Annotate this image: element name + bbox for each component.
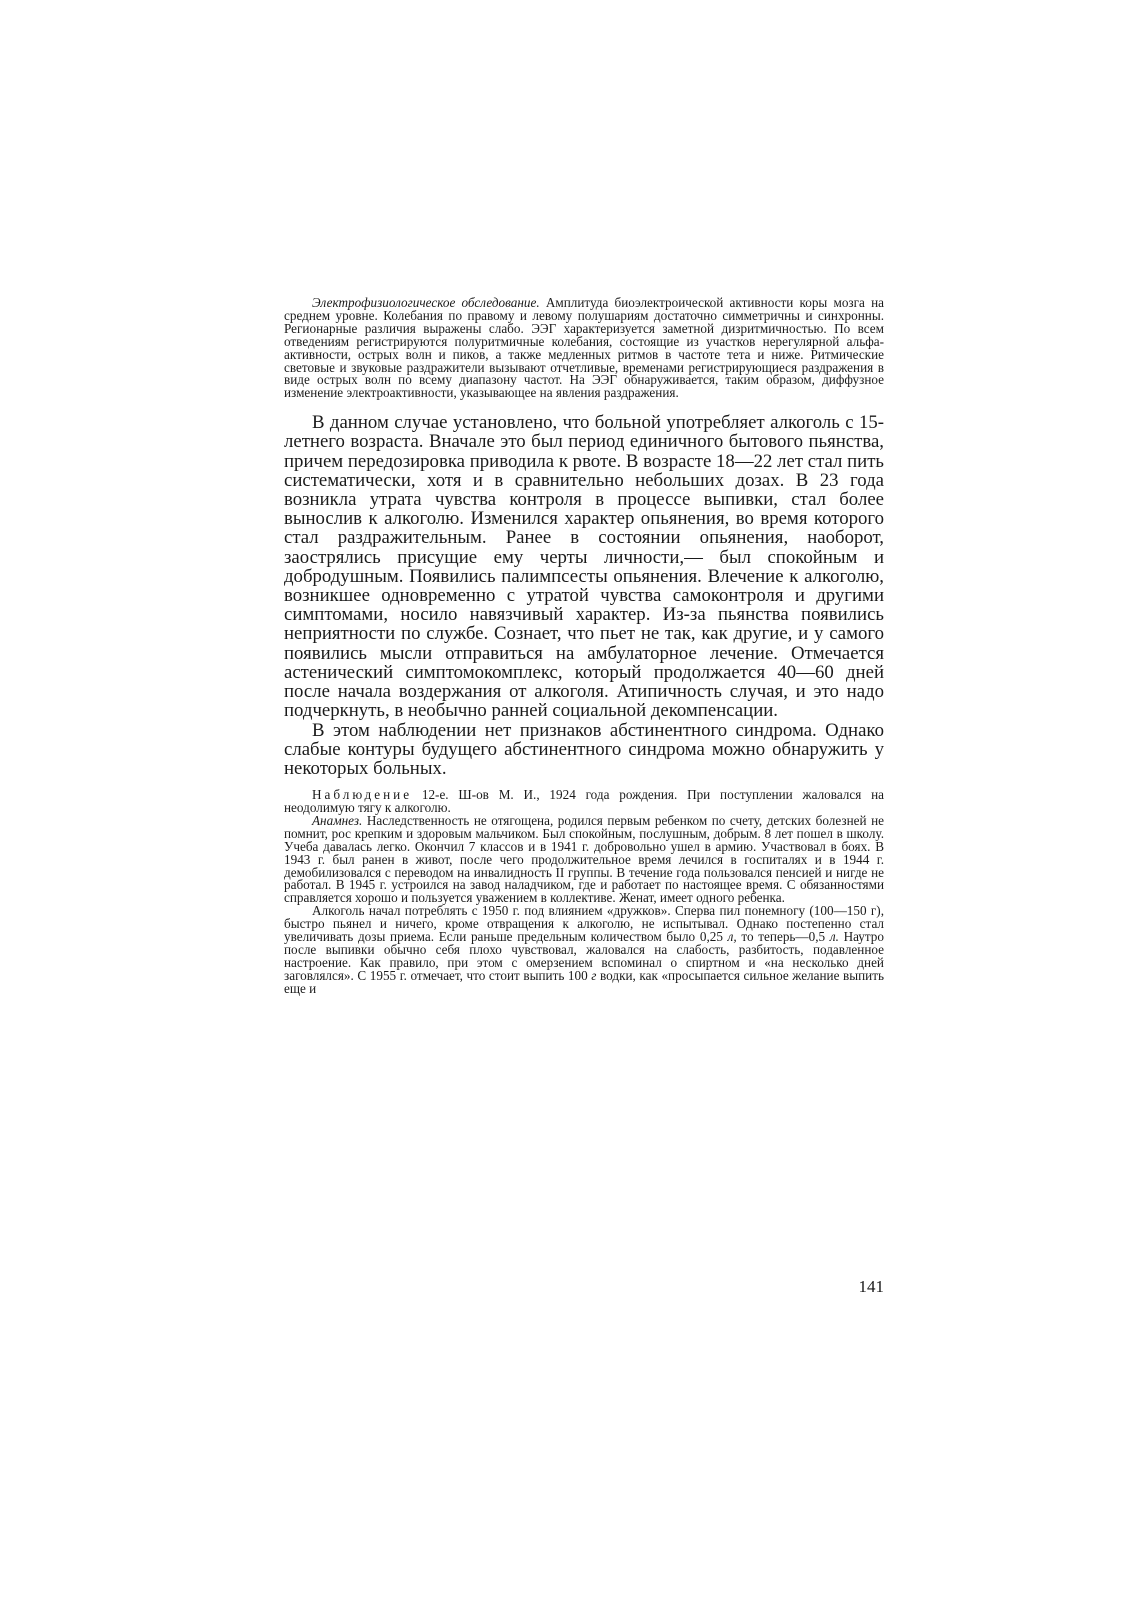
alcohol-text-d: водки, как «просыпается сильное желание выпить еще и (284, 967, 885, 996)
alcohol-paragraph (284, 905, 884, 995)
anamnesis-heading: Анамнез. (312, 812, 363, 828)
case-label: Наблюдение (312, 787, 413, 803)
main-paragraph-1: В данном случае установлено, что больной употребляет алкоголь с 15-летнего возраста. Вначале это был период единичного бытового пьянства, причем передозировка приводила к рвоте. В возрасте 18—22 лет стал пить систематически, хотя и в сравнительно небольших дозах. В 23 года возникла утрата чувства контроля в процессе выпивки, стал более вынослив к алкоголю. Изменился характер опьянения, во время которого стал раздражительным. Ранее в состоянии опьянения, наоборот, заострялись присущие ему черты личности,— был спокойным и добродушным. Появились палимпсесты опьянения. Влечение к алкоголю, возникшее одновременно с утратой чувства самоконтроля и другими симптомами, носило навязчивый характер. Из-за пьянства появились неприятности по службе. Сознает, что пьет не так, как другие, и у самого появились мысли отправиться на амбулаторное лечение. Отмечается астенический симптомокомплекс, который продолжается 40—60 дней после начала воздержания от алкоголя. Атипичность случая, и это надо подчеркнуть, в необычно ранней социальной декомпенсации. (284, 412, 884, 722)
case-intro-paragraph (284, 789, 884, 815)
page-text-column (284, 297, 884, 996)
unit-liter-2: л. (829, 929, 839, 945)
eeg-heading: Электрофизиологическое обследование. (312, 295, 540, 310)
main-paragraph-2: В этом наблюдении нет признаков абстинентного синдрома. Однако слабые контуры будущего абстинентного синдрома можно обнаружить у некоторых больных. (284, 719, 884, 779)
eeg-paragraph (284, 297, 884, 400)
alcohol-text-a: Алкоголь начал потреблять с 1950 г. под влиянием «дружков». Сперва пил понемногу (100—150 г), быстро пьянел и ничего, кроме отвращения к алкоголю, не испытывал. Однако постепенно стал увеличивать дозы приема. Если раньше предельным количеством было 0,25 (284, 903, 884, 945)
unit-liter-1: л, (727, 929, 737, 945)
alcohol-text-b: то теперь—0,5 (736, 929, 830, 945)
eeg-text: Амплитуда биоэлектроической активности коры мозга на среднем уровне. Колебания по правому и левому полушариям достаточно симметричны и синхронны. Регионарные различия выражены слабо. ЭЭГ характеризуется заметной дизритмичностью. По всем отведениям регистрируются полуритмичные колебания, состоящие из участков нерегулярной альфа-активности, острых волн и пиков, а также медленных ритмов в частоте тета и ниже. Ритмические световые и звуковые раздражители вызывают отчетливые, временами регистрирующиеся раздражения в виде острых волн по всему диапазону частот. На ЭЭГ обнаруживается, таким образом, диффузное изменение электроактивности, указывающее на явления раздражения. (284, 295, 884, 401)
case-intro: 12-е. Ш-ов М. И., 1924 года рождения. При поступлении жаловался на неодолимую тягу к алкоголю. (284, 787, 884, 816)
page-number: 141 (858, 1277, 884, 1296)
anamnesis-text: Наследственность не отягощена, родился первым ребенком по счету, детских болезней не помнит, рос крепким и здоровым мальчиком. Был спокойным, послушным, добрым. 8 лет пошел в школу. Учеба давалась легко. Окончил 7 классов и в 1941 г. добровольно ушел в армию. Участвовал в боях. В 1943 г. был ранен в живот, после чего продолжительное время лечился в госпиталях и в 1944 г. демобилизовался с переводом на инвалидность II группы. В течение года пользовался пенсией и нигде не работал. В 1945 г. устроился на завод наладчиком, где и работает по настоящее время. С обязанностями справляется хорошо и пользуется уважением в коллективе. Женат, имеет одного ребенка. (284, 812, 884, 906)
unit-gram: г (591, 967, 597, 983)
anamnesis-paragraph (284, 812, 884, 906)
alcohol-text-c: Наутро после выпивки обычно себя плохо чувствовал, жаловался на слабость, разбитость, подавленное настроение. Как правило, при этом с омерзением вспоминал о спиртном и «на несколько дней заговлялся». С 1955 г. отмечает, что стоит выпить 100 (284, 929, 884, 983)
